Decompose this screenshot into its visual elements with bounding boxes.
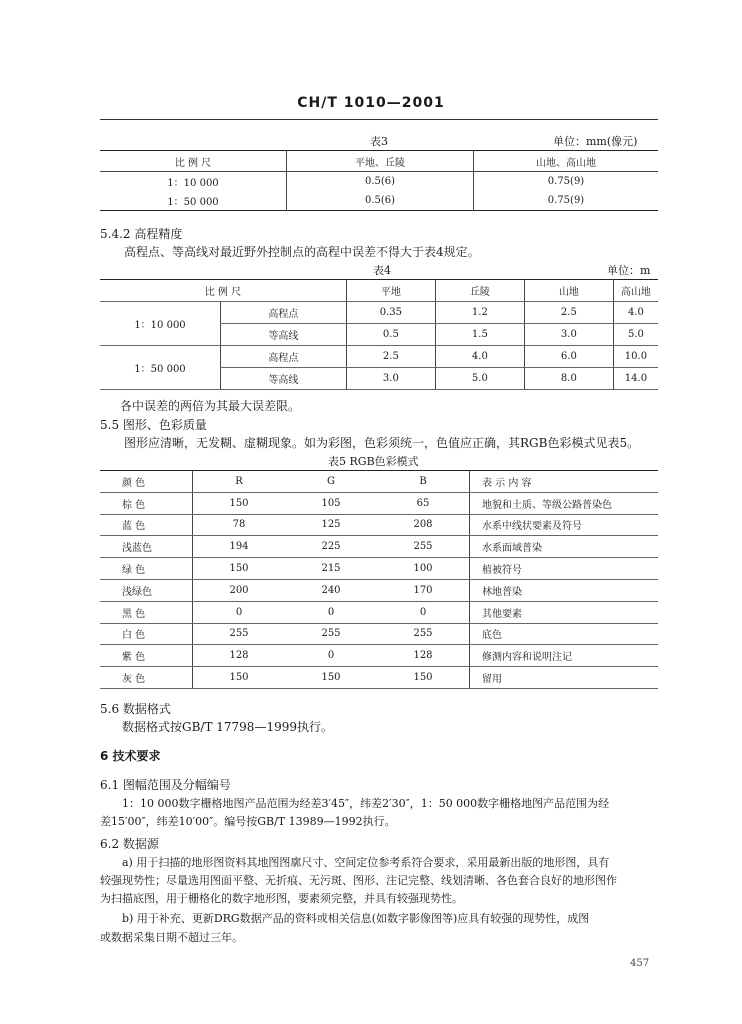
table4-cell: 1.2: [435, 302, 524, 324]
page-number: 457: [630, 958, 650, 969]
section-6-2-b-line1: b) 用于补充、更新DRG数据产品的资料或相关信息(如数字影像图等)应具有较强的现势性，成图: [122, 912, 590, 925]
table4-header-cell: 山地: [524, 280, 613, 302]
table-row: [100, 172, 658, 192]
table5-cell: 255: [193, 623, 286, 645]
table5-color-cell: 灰 色: [100, 667, 193, 689]
table5-cell: 150: [193, 667, 286, 689]
table3-header-cell: 比 例 尺: [100, 151, 287, 172]
table5-desc-cell: 修测内容和说明注记: [470, 645, 659, 667]
table-row: [100, 579, 658, 601]
section-5-5-title: 5.5 图形、色彩质量: [100, 418, 207, 432]
section-5-6-text: 数据格式按GB/T 17798—1999执行。: [122, 720, 333, 734]
section-6-2-a-line2: 较强现势性；尽量选用图面平整、无折痕、无污斑、图形、注记完整、线划清晰、各色套合良好的地形图作: [100, 874, 617, 887]
table4-cell: 5.0: [613, 324, 658, 346]
table3-header-cell: 平地、丘陵: [287, 151, 474, 172]
table5-cell: 170: [377, 579, 470, 601]
table5-cell: 78: [193, 514, 286, 536]
section-5-5-text: 图形应清晰，无发糊、虚糊现象。如为彩图，色彩须统一，色值应正确，其RGB色彩模式见表5。: [124, 436, 640, 450]
table4-type-cell: 等高线: [221, 324, 347, 346]
table4-cell: 8.0: [524, 368, 613, 390]
section-6-1-line2: 差15′00″，纬差10′00″。编号按GB/T 13989—1992执行。: [100, 815, 396, 828]
table5-cell: 100: [377, 558, 470, 580]
section-6-2-a-line1: a) 用于扫描的地形图资料其地图图廓尺寸、空间定位参考系符合要求，采用最新出版的地形图，具有: [122, 856, 610, 869]
table4-cell: 4.0: [435, 346, 524, 368]
table4-cell: 3.0: [346, 368, 435, 390]
table4-cell: 0.35: [346, 302, 435, 324]
table4-header-cell: 丘陵: [435, 280, 524, 302]
table5-cell: 150: [193, 492, 286, 514]
table5-color-cell: 浅蓝色: [100, 536, 193, 558]
table5-cell: 240: [285, 579, 377, 601]
table5-cell: 150: [285, 667, 377, 689]
table3-cell: 0.5(6): [287, 172, 474, 192]
table5-color-cell: 棕 色: [100, 492, 193, 514]
table4-cell: 3.0: [524, 324, 613, 346]
table5-desc-cell: 水系中线状要素及符号: [470, 514, 659, 536]
table3: [100, 150, 658, 211]
table5-cell: 215: [285, 558, 377, 580]
table5-desc-cell: 留用: [470, 667, 659, 689]
table4-caption: 表4: [373, 264, 391, 277]
table5-header-cell: R: [193, 471, 286, 493]
table5-desc-cell: 林地普染: [470, 579, 659, 601]
table5-cell: 225: [285, 536, 377, 558]
table-row: [100, 667, 658, 689]
table4-type-cell: 等高线: [221, 368, 347, 390]
table5-cell: 0: [193, 601, 286, 623]
table4-cell: 6.0: [524, 346, 613, 368]
table5-cell: 208: [377, 514, 470, 536]
table5-cell: 65: [377, 492, 470, 514]
table4-cell: 14.0: [613, 368, 658, 390]
table5-header-cell: 颜 色: [100, 471, 193, 493]
table-row: [100, 645, 658, 667]
table4-cell: 1.5: [435, 324, 524, 346]
table5-header-cell: B: [377, 471, 470, 493]
table4-type-cell: 高程点: [221, 346, 347, 368]
table-row: [100, 536, 658, 558]
table4-unit: 单位：m: [607, 264, 651, 277]
table-row: [100, 492, 658, 514]
table5: [100, 470, 658, 689]
table3-cell: 0.75(9): [474, 191, 659, 211]
page-header: CH/T 1010—2001: [297, 95, 445, 111]
table3-cell: 1：50 000: [167, 197, 219, 208]
table5-cell: 150: [377, 667, 470, 689]
table3-cell: 0.5(6): [287, 191, 474, 211]
section-6-2-b-line2: 或数据采集日期不超过三年。: [100, 931, 243, 944]
header-rule: [100, 119, 658, 120]
table5-cell: 255: [377, 536, 470, 558]
table4-header-cell: 比 例 尺: [100, 280, 346, 302]
table-row: [100, 346, 658, 368]
section-5-4-2-title: 5.4.2 高程精度: [100, 227, 183, 241]
table-row: [100, 601, 658, 623]
table-row: [100, 514, 658, 536]
table4-header-cell: 高山地: [613, 280, 658, 302]
section-5-6-title: 5.6 数据格式: [100, 702, 171, 716]
section-5-4-2-text: 高程点、等高线对最近野外控制点的高程中误差不得大于表4规定。: [124, 245, 480, 259]
table5-color-cell: 黑 色: [100, 601, 193, 623]
table5-cell: 0: [285, 601, 377, 623]
table4-cell: 0.5: [346, 324, 435, 346]
section-6-title: 6 技术要求: [100, 749, 161, 763]
table-row: [100, 558, 658, 580]
table5-desc-cell: 水系面域普染: [470, 536, 659, 558]
section-6-1-line1: 1：10 000数字栅格地图产品范围为经差3′45″，纬差2′30″，1：50 000数字栅格地图产品范围为经: [122, 797, 610, 810]
section-6-1-title: 6.1 图幅范围及分幅编号: [100, 778, 231, 792]
table5-color-cell: 浅绿色: [100, 579, 193, 601]
table4-header-cell: 平地: [346, 280, 435, 302]
table4: [100, 279, 658, 390]
table5-cell: 128: [377, 645, 470, 667]
table3-header-cell: 山地、高山地: [474, 151, 659, 172]
table5-cell: 125: [285, 514, 377, 536]
table5-cell: 200: [193, 579, 286, 601]
table3-caption: 表3: [370, 135, 388, 148]
table4-cell: 4.0: [613, 302, 658, 324]
table5-cell: 105: [285, 492, 377, 514]
table5-desc-cell: 其他要素: [470, 601, 659, 623]
section-6-2-title: 6.2 数据源: [100, 837, 159, 851]
table5-color-cell: 蓝 色: [100, 514, 193, 536]
table5-cell: 255: [285, 623, 377, 645]
table3-cell: 0.75(9): [474, 172, 659, 192]
section-6-2-a-line3: 为扫描底图，用于栅格化的数字地形图，要素须完整，并具有较强现势性。: [100, 892, 463, 905]
table5-color-cell: 白 色: [100, 623, 193, 645]
table5-cell: 0: [377, 601, 470, 623]
table3-cell: 1：10 000: [167, 178, 219, 189]
table-row: [100, 191, 658, 211]
table4-cell: 2.5: [346, 346, 435, 368]
table4-scale-cell: 1：50 000: [100, 346, 221, 390]
table5-cell: 150: [193, 558, 286, 580]
table5-cell: 128: [193, 645, 286, 667]
table4-cell: 5.0: [435, 368, 524, 390]
table4-scale-cell: 1：10 000: [100, 302, 221, 346]
table5-desc-cell: 底色: [470, 623, 659, 645]
table5-cell: 255: [377, 623, 470, 645]
table-row: [100, 623, 658, 645]
table5-color-cell: 紫 色: [100, 645, 193, 667]
table5-color-cell: 绿 色: [100, 558, 193, 580]
table5-caption: 表5 RGB色彩模式: [328, 455, 419, 468]
table4-cell: 10.0: [613, 346, 658, 368]
table3-unit: 单位：mm(像元): [553, 135, 638, 148]
table4-note: 各中误差的两倍为其最大误差限。: [120, 399, 301, 413]
table5-cell: 0: [285, 645, 377, 667]
table5-header-cell: 表 示 内 容: [470, 471, 659, 493]
table5-header-cell: G: [285, 471, 377, 493]
table5-cell: 194: [193, 536, 286, 558]
table5-desc-cell: 地貌和土质、等级公路普染色: [470, 492, 659, 514]
table5-desc-cell: 植被符号: [470, 558, 659, 580]
table-row: [100, 302, 658, 324]
table4-type-cell: 高程点: [221, 302, 347, 324]
table4-cell: 2.5: [524, 302, 613, 324]
